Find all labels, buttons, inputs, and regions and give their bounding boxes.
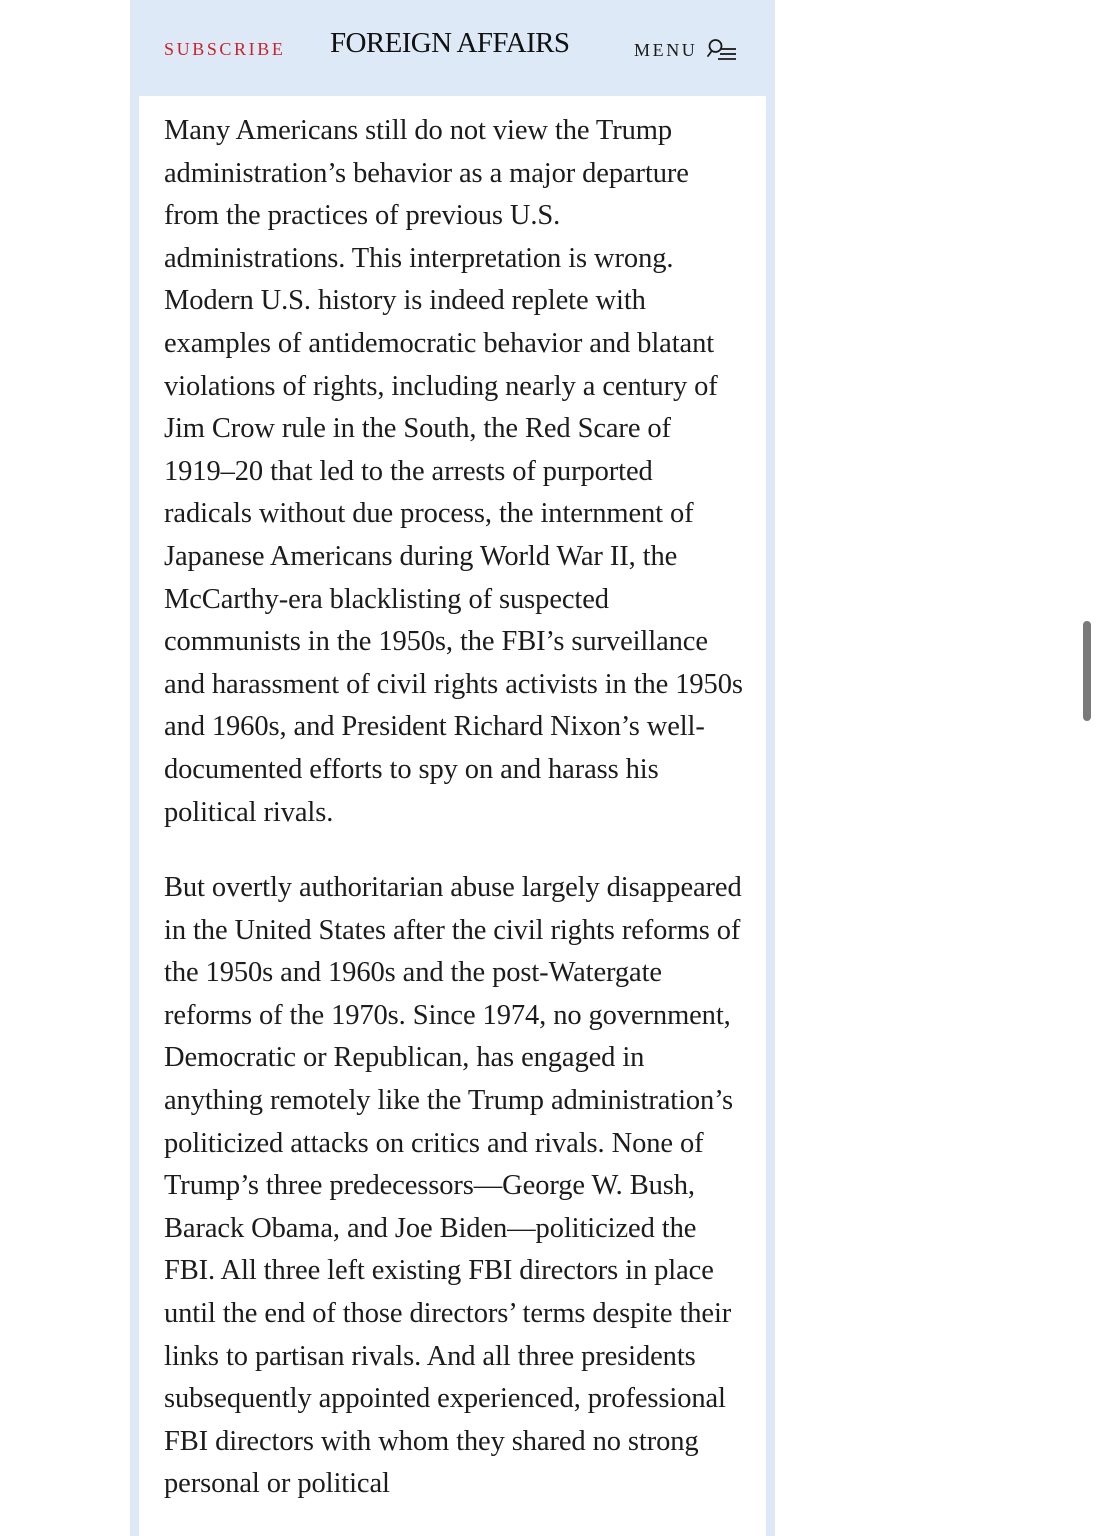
site-header xyxy=(130,0,775,96)
site-logo[interactable]: FOREIGN AFFAIRS xyxy=(330,27,570,59)
article-body xyxy=(164,110,744,1536)
search-menu-icon xyxy=(707,38,737,62)
article-paragraph-2: But overtly authoritarian abuse largely disappeared in the United States after the civil rights reforms of the 1950s and 1960s and the post-Watergate reforms of the 1970s. Since 1974, no government, Democratic or Republican, has engaged in anything remotely like the Trump administration’s politicized attacks on critics and rivals. None of Trump’s three predecessors—George W. Bush, Barack Obama, and Joe Biden—politicized the FBI. All three left existing FBI directors in place until the end of those directors’ terms despite their links to partisan rivals. And all three presidents subsequently appointed experienced, professional FBI directors with whom they shared no strong personal or political xyxy=(164,872,742,1500)
menu-button[interactable] xyxy=(634,38,737,62)
article-paragraph-1: Many Americans still do not view the Trump administration’s behavior as a major departure from the practices of previous U.S. administrations. This interpretation is wrong. Modern U.S. history is indeed replete with examples of antidemocratic behavior and blatant violations of rights, including nearly a century of Jim Crow rule in the South, the Red Scare of 1919–20 that led to the arrests of purported radicals without due process, the internment of Japanese Americans during World War II, the McCarthy-era blacklisting of suspected communists in the 1950s, the FBI’s surveillance and harassment of civil rights activists in the 1950s and 1960s, and President Richard Nixon’s well-documented efforts to spy on and harass his political rivals. xyxy=(164,115,743,828)
article-content xyxy=(139,96,766,1536)
page-frame xyxy=(130,0,775,1536)
scrollbar-thumb[interactable] xyxy=(1083,621,1091,721)
subscribe-link[interactable]: SUBSCRIBE xyxy=(164,39,286,59)
menu-label: MENU xyxy=(634,39,698,60)
